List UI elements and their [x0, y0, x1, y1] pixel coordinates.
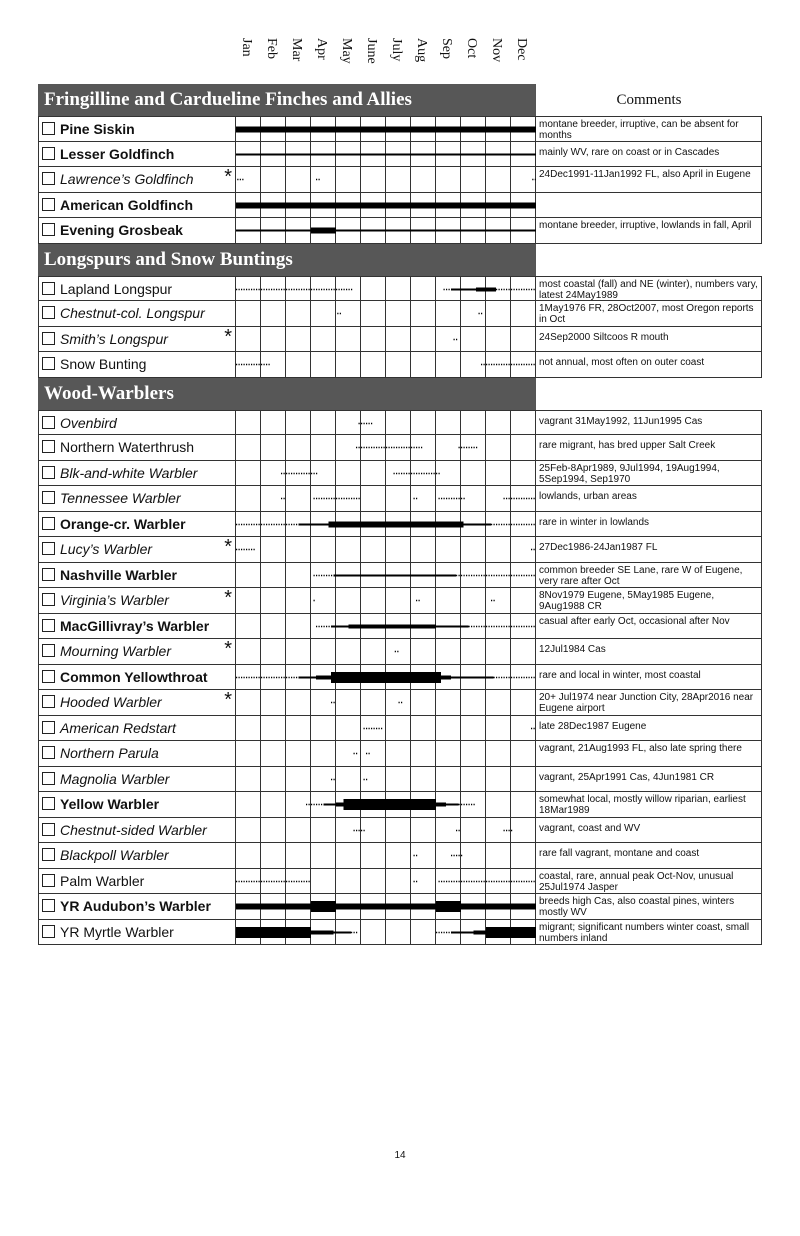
- rare-asterisk-icon: *: [224, 689, 232, 711]
- abundance-bars: [236, 716, 536, 741]
- species-name-cell: [38, 716, 236, 741]
- species-comment: 27Dec1986-24Jan1987 FL: [536, 537, 762, 562]
- species-name: Snow Bunting: [60, 356, 147, 372]
- month-label-feb: Feb: [264, 38, 279, 59]
- species-name-cell: [38, 792, 236, 817]
- species-row: [38, 894, 762, 920]
- species-name: American Redstart: [60, 719, 176, 736]
- month-label-july: July: [389, 38, 404, 62]
- species-checkbox[interactable]: [42, 440, 55, 453]
- species-comment: 25Feb-8Apr1989, 9Jul1994, 19Aug1994, 5Sep1994, Sep1970: [536, 461, 762, 486]
- bird-checklist: [38, 84, 762, 945]
- species-checkbox[interactable]: [42, 198, 55, 211]
- abundance-grid: [236, 716, 536, 741]
- month-label-may: May: [339, 38, 354, 64]
- species-comment: 20+ Jul1974 near Junction City, 28Apr2016 near Eugene airport: [536, 690, 762, 715]
- species-name-cell: [38, 512, 236, 537]
- species-checkbox[interactable]: [42, 332, 55, 345]
- abundance-bars: [236, 818, 536, 843]
- abundance-bars: [236, 411, 536, 435]
- page-number: 14: [394, 1150, 406, 1161]
- abundance-grid: [236, 690, 536, 715]
- species-comment: migrant; significant numbers winter coast, small numbers inland: [536, 920, 762, 945]
- species-comment: vagrant, 21Aug1993 FL, also late spring there: [536, 741, 762, 766]
- species-name-cell: [38, 563, 236, 588]
- species-comment: montane breeder, irruptive, lowlands in fall, April: [536, 218, 762, 243]
- species-checkbox[interactable]: [42, 517, 55, 530]
- species-name-cell: [38, 167, 236, 192]
- species-row: [38, 716, 762, 742]
- species-row: [38, 301, 762, 327]
- species-name: YR Audubon’s Warbler: [60, 898, 211, 914]
- month-header: [0, 0, 800, 84]
- species-checkbox[interactable]: [42, 466, 55, 479]
- species-name: YR Myrtle Warbler: [60, 923, 174, 940]
- species-name-cell: [38, 218, 236, 243]
- species-name: MacGillivray’s Warbler: [60, 617, 210, 634]
- abundance-bars: [236, 665, 536, 690]
- species-checkbox[interactable]: [42, 357, 55, 370]
- species-checkbox[interactable]: [42, 593, 55, 606]
- month-label-aug: Aug: [414, 38, 429, 63]
- rare-asterisk-icon: *: [224, 325, 232, 348]
- species-checkbox[interactable]: [42, 568, 55, 581]
- species-name: Blk-and-white Warbler: [60, 464, 198, 481]
- species-row: [38, 537, 762, 563]
- species-name-cell: [38, 665, 236, 690]
- species-row: [38, 818, 762, 844]
- species-name: Magnolia Warbler: [60, 770, 170, 787]
- abundance-bars: [236, 352, 536, 377]
- abundance-bars: [236, 767, 536, 792]
- species-row: [38, 327, 762, 353]
- abundance-bars: [236, 741, 536, 766]
- abundance-bars: [236, 486, 536, 511]
- species-row: [38, 512, 762, 538]
- abundance-grid: [236, 792, 536, 817]
- species-comment: rare fall vagrant, montane and coast: [536, 843, 762, 868]
- species-name-cell: [38, 767, 236, 792]
- species-row: [38, 410, 762, 436]
- species-name-cell: [38, 327, 236, 352]
- species-row: [38, 741, 762, 767]
- species-comment: rare and local in winter, most coastal: [536, 665, 762, 690]
- abundance-grid: [236, 486, 536, 511]
- abundance-bars: [236, 639, 536, 664]
- species-comment: [536, 193, 762, 218]
- species-name-cell: [38, 193, 236, 218]
- abundance-bars: [236, 277, 536, 301]
- species-name-cell: [38, 843, 236, 868]
- species-name: Chestnut-col. Longspur: [60, 305, 205, 321]
- month-label-nov: Nov: [489, 38, 504, 63]
- species-name: Lawrence’s Goldfinch: [60, 171, 194, 187]
- species-row: [38, 639, 762, 665]
- species-row: [38, 435, 762, 461]
- species-comment: lowlands, urban areas: [536, 486, 762, 511]
- species-checkbox[interactable]: [42, 223, 55, 236]
- species-comment: breeds high Cas, also coastal pines, winters mostly WV: [536, 894, 762, 919]
- species-row: [38, 767, 762, 793]
- comments-header: Comments: [535, 84, 762, 116]
- month-label-sep: Sep: [439, 38, 454, 59]
- species-name-cell: [38, 461, 236, 486]
- species-row: [38, 588, 762, 614]
- section-title: Wood-Warblers: [38, 378, 535, 410]
- species-row: [38, 486, 762, 512]
- species-row: [38, 665, 762, 691]
- species-name: Northern Waterthrush: [60, 439, 195, 455]
- abundance-bars: [236, 537, 536, 562]
- abundance-bars: [236, 327, 536, 352]
- species-comment: mainly WV, rare on coast or in Cascades: [536, 142, 762, 167]
- section-header: [38, 378, 762, 410]
- species-checkbox[interactable]: [42, 797, 55, 810]
- species-checkbox[interactable]: [42, 122, 55, 135]
- species-checkbox[interactable]: [42, 899, 55, 912]
- species-name-cell: [38, 741, 236, 766]
- species-name: Virginia’s Warbler: [60, 592, 169, 608]
- species-checkbox[interactable]: [42, 874, 55, 887]
- rare-asterisk-icon: *: [224, 166, 232, 188]
- species-row: [38, 920, 762, 946]
- species-name-cell: [38, 301, 236, 326]
- species-row: [38, 276, 762, 302]
- abundance-grid: [236, 563, 536, 588]
- species-row: [38, 690, 762, 716]
- species-name: Palm Warbler: [60, 872, 145, 889]
- species-comment: 24Sep2000 Siltcoos R mouth: [536, 327, 762, 352]
- abundance-grid: [236, 639, 536, 664]
- species-name-cell: [38, 117, 236, 141]
- section-title: Fringilline and Cardueline Finches and Allies: [38, 84, 535, 116]
- section-header: [38, 84, 762, 116]
- species-name: Yellow Warbler: [60, 796, 160, 812]
- abundance-bars: [236, 869, 536, 894]
- species-name: Nashville Warbler: [60, 566, 177, 583]
- species-name: Smith’s Longspur: [60, 330, 168, 347]
- species-name-cell: [38, 894, 236, 919]
- species-row: [38, 218, 762, 244]
- species-name: Chestnut-sided Warbler: [60, 821, 207, 838]
- comments-header: [535, 244, 762, 276]
- species-name: American Goldfinch: [60, 196, 194, 213]
- abundance-grid: [236, 869, 536, 894]
- abundance-grid: [236, 614, 536, 639]
- abundance-grid: [236, 142, 536, 167]
- species-name: Northern Parula: [60, 745, 159, 761]
- rare-asterisk-icon: *: [224, 536, 232, 558]
- species-checkbox[interactable]: [42, 721, 55, 734]
- abundance-grid: [236, 767, 536, 792]
- abundance-grid: [236, 741, 536, 766]
- species-comment: rare in winter in lowlands: [536, 512, 762, 537]
- species-name-cell: [38, 486, 236, 511]
- abundance-grid: [236, 920, 536, 945]
- abundance-bars: [236, 792, 536, 817]
- species-name-cell: [38, 142, 236, 167]
- species-name: Mourning Warbler: [60, 643, 172, 659]
- abundance-grid: [236, 665, 536, 690]
- abundance-grid: [236, 818, 536, 843]
- species-name: Hooded Warbler: [60, 694, 162, 710]
- month-label-dec: Dec: [514, 38, 529, 61]
- species-name: Orange-cr. Warbler: [60, 515, 186, 532]
- month-label-jan: Jan: [239, 38, 254, 57]
- species-row: [38, 843, 762, 869]
- abundance-grid: [236, 301, 536, 326]
- species-checkbox[interactable]: [42, 772, 55, 785]
- species-row: [38, 461, 762, 487]
- species-comment: 1May1976 FR, 28Oct2007, most Oregon reports in Oct: [536, 301, 762, 326]
- species-comment: vagrant 31May1992, 11Jun1995 Cas: [536, 411, 762, 435]
- abundance-bars: [236, 218, 536, 243]
- month-label-oct: Oct: [464, 38, 479, 59]
- species-name: Lapland Longspur: [60, 280, 173, 297]
- species-comment: common breeder SE Lane, rare W of Eugene, very rare after Oct: [536, 563, 762, 588]
- abundance-bars: [236, 563, 536, 588]
- species-comment: rare migrant, has bred upper Salt Creek: [536, 435, 762, 460]
- species-row: [38, 193, 762, 219]
- abundance-grid: [236, 461, 536, 486]
- species-name-cell: [38, 352, 236, 377]
- species-checkbox[interactable]: [42, 619, 55, 632]
- species-name: Lesser Goldfinch: [60, 145, 175, 162]
- species-row: [38, 614, 762, 640]
- species-name-cell: [38, 690, 236, 715]
- species-comment: 8Nov1979 Eugene, 5May1985 Eugene, 9Aug1988 CR: [536, 588, 762, 613]
- species-name: Evening Grosbeak: [60, 222, 183, 238]
- species-comment: vagrant, 25Apr1991 Cas, 4Jun1981 CR: [536, 767, 762, 792]
- species-name-cell: [38, 869, 236, 894]
- abundance-grid: [236, 588, 536, 613]
- abundance-bars: [236, 435, 536, 460]
- section-header: [38, 244, 762, 276]
- species-name-cell: [38, 411, 236, 435]
- species-comment: somewhat local, mostly willow riparian, earliest 18Mar1989: [536, 792, 762, 817]
- species-name: Tennessee Warbler: [60, 490, 181, 506]
- species-row: [38, 167, 762, 193]
- abundance-bars: [236, 512, 536, 537]
- abundance-bars: [236, 894, 536, 919]
- species-comment: 24Dec1991-11Jan1992 FL, also April in Eugene: [536, 167, 762, 192]
- species-name-cell: [38, 277, 236, 301]
- abundance-grid: [236, 512, 536, 537]
- species-name-cell: [38, 639, 236, 664]
- species-checkbox[interactable]: [42, 746, 55, 759]
- species-checkbox[interactable]: [42, 823, 55, 836]
- species-checkbox[interactable]: [42, 147, 55, 160]
- abundance-grid: [236, 117, 536, 141]
- abundance-grid: [236, 193, 536, 218]
- species-row: [38, 142, 762, 168]
- abundance-grid: [236, 218, 536, 243]
- abundance-bars: [236, 690, 536, 715]
- abundance-bars: [236, 588, 536, 613]
- species-row: [38, 563, 762, 589]
- abundance-grid: [236, 167, 536, 192]
- species-name: Pine Siskin: [60, 121, 135, 137]
- species-name-cell: [38, 818, 236, 843]
- species-comment: not annual, most often on outer coast: [536, 352, 762, 377]
- species-name: Common Yellowthroat: [60, 668, 208, 685]
- species-comment: casual after early Oct, occasional after Nov: [536, 614, 762, 639]
- abundance-grid: [236, 537, 536, 562]
- month-label-mar: Mar: [289, 38, 304, 62]
- month-label-june: June: [364, 38, 379, 64]
- abundance-grid: [236, 843, 536, 868]
- species-name-cell: [38, 920, 236, 945]
- abundance-grid: [236, 894, 536, 919]
- species-checkbox[interactable]: [42, 416, 55, 429]
- abundance-grid: [236, 435, 536, 460]
- species-row: [38, 869, 762, 895]
- abundance-grid: [236, 352, 536, 377]
- abundance-bars: [236, 193, 536, 218]
- abundance-grid: [236, 277, 536, 301]
- species-comment: vagrant, coast and WV: [536, 818, 762, 843]
- species-row: [38, 352, 762, 378]
- species-name: Ovenbird: [60, 414, 117, 431]
- comments-header: [535, 378, 762, 410]
- rare-asterisk-icon: *: [224, 587, 232, 609]
- abundance-grid: [236, 327, 536, 352]
- species-comment: 12Jul1984 Cas: [536, 639, 762, 664]
- abundance-bars: [236, 614, 536, 639]
- section-title: Longspurs and Snow Buntings: [38, 244, 535, 276]
- abundance-bars: [236, 117, 536, 141]
- species-checkbox[interactable]: [42, 695, 55, 708]
- abundance-bars: [236, 920, 536, 945]
- species-name: Blackpoll Warbler: [60, 847, 169, 863]
- species-checkbox[interactable]: [42, 282, 55, 295]
- species-name-cell: [38, 614, 236, 639]
- species-row: [38, 792, 762, 818]
- month-label-apr: Apr: [314, 38, 329, 60]
- species-name: Lucy’s Warbler: [60, 541, 153, 557]
- rare-asterisk-icon: *: [224, 638, 232, 660]
- abundance-bars: [236, 843, 536, 868]
- abundance-grid: [236, 411, 536, 435]
- species-comment: late 28Dec1987 Eugene: [536, 716, 762, 741]
- species-comment: coastal, rare, annual peak Oct-Nov, unusual 25Jul1974 Jasper: [536, 869, 762, 894]
- abundance-bars: [236, 461, 536, 486]
- species-checkbox[interactable]: [42, 172, 55, 185]
- species-name-cell: [38, 588, 236, 613]
- species-checkbox[interactable]: [42, 491, 55, 504]
- species-row: [38, 116, 762, 142]
- species-comment: most coastal (fall) and NE (winter), numbers vary, latest 24May1989: [536, 277, 762, 301]
- species-checkbox[interactable]: [42, 306, 55, 319]
- species-checkbox[interactable]: [42, 644, 55, 657]
- species-checkbox[interactable]: [42, 925, 55, 938]
- species-name-cell: [38, 537, 236, 562]
- species-comment: montane breeder, irruptive, can be absent for months: [536, 117, 762, 141]
- species-checkbox[interactable]: [42, 670, 55, 683]
- species-name-cell: [38, 435, 236, 460]
- abundance-bars: [236, 301, 536, 326]
- species-checkbox[interactable]: [42, 848, 55, 861]
- abundance-bars: [236, 142, 536, 167]
- abundance-bars: [236, 167, 536, 192]
- species-checkbox[interactable]: [42, 542, 55, 555]
